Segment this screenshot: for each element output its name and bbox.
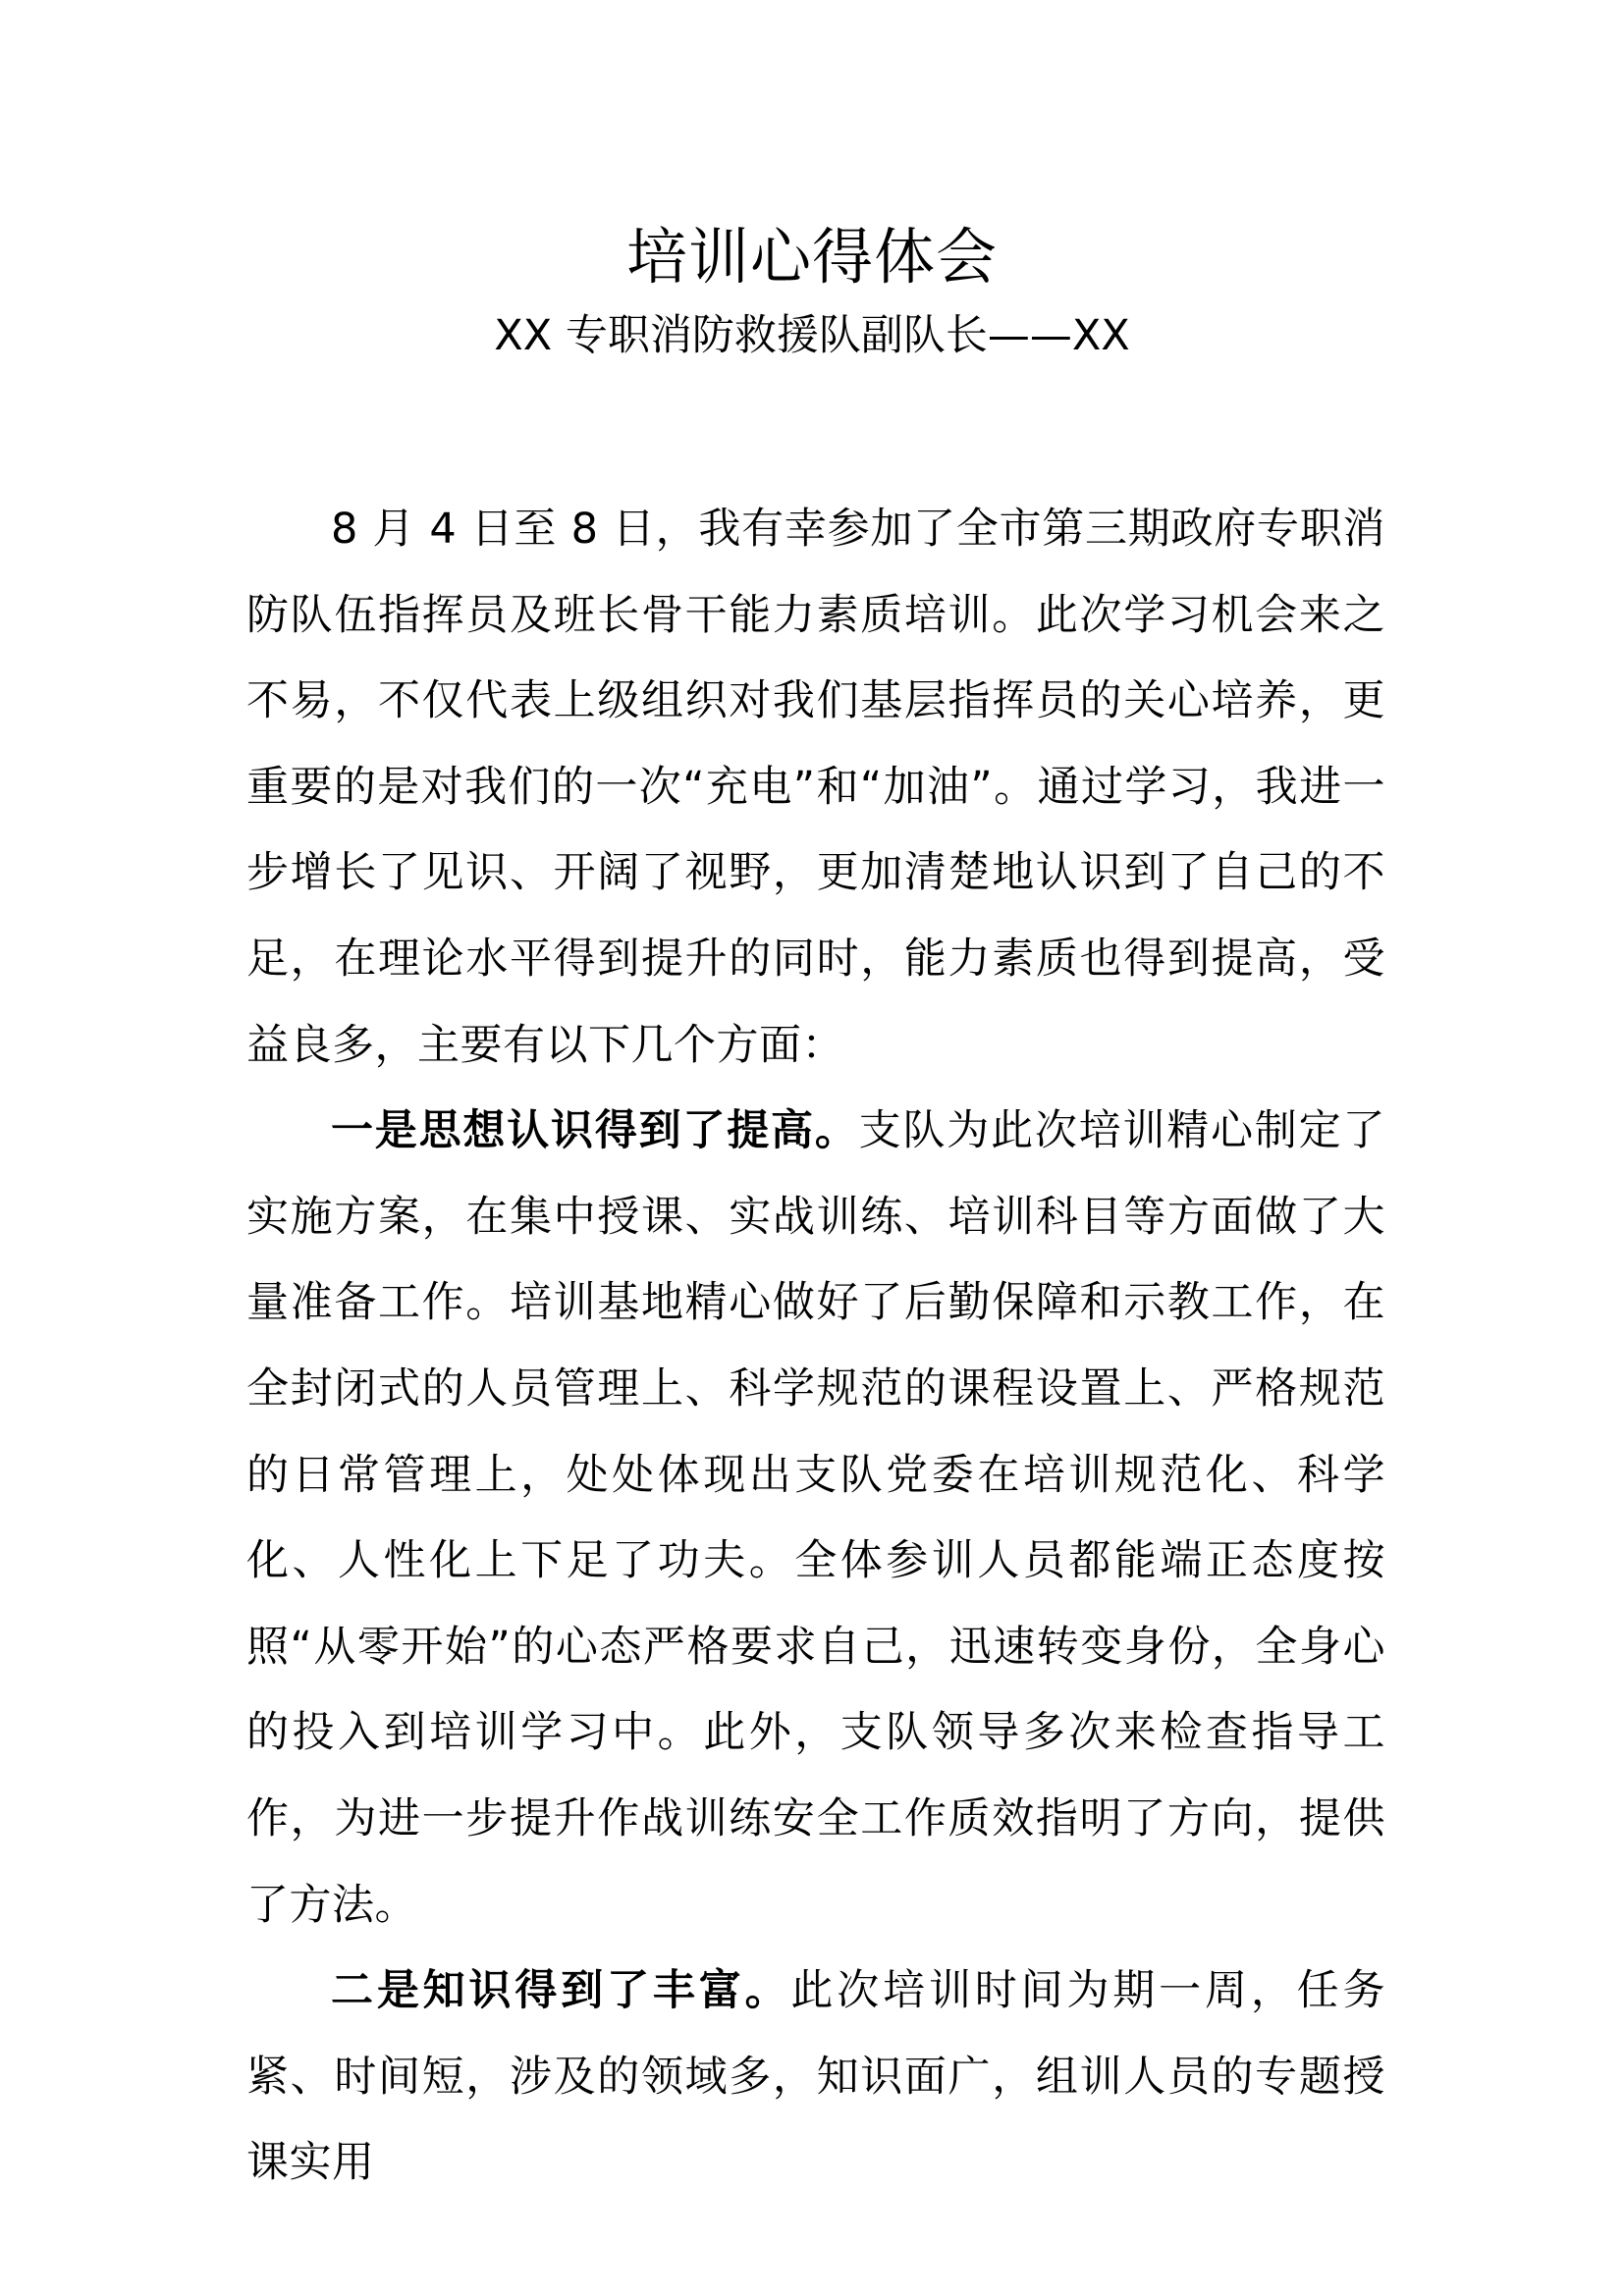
paragraph-lead: 一是思想认识得到了提高。: [331, 1106, 859, 1156]
paragraph-point-two: [246, 1949, 1385, 2207]
document-subtitle: XX 专职消防救援队副队长——XX: [494, 311, 1130, 360]
document-body: [246, 487, 1385, 2207]
paragraph-point-one: [246, 1089, 1385, 1949]
paragraph-text: 8 月 4 日至 8 日，我有幸参加了全市第三期政府专职消防队伍指挥员及班长骨干能力素质培训。此次学习机会来之不易，不仅代表上级组织对我们基层指挥员的关心培养，更重要的是对我们的一次“充电”和“加油”。通过学习，我进一步增长了见识、开阔了视野，更加清楚地认识到了自己的不足，在理论水平得到提升的同时，能力素质也得到提高，受益良多，主要有以下几个方面：: [246, 505, 1385, 1070]
paragraph-text: 支队为此次培训精心制定了实施方案，在集中授课、实战训练、培训科目等方面做了大量准备工作。培训基地精心做好了后勤保障和示教工作，在全封闭式的人员管理上、科学规范的课程设置上、严格规范的日常管理上，处处体现出支队党委在培训规范化、科学化、人性化上下足了功夫。全体参训人员都能端正态度按照“从零开始”的心态严格要求自己，迅速转变身份，全身心的投入到培训学习中。此外，支队领导多次来检查指导工作，为进一步提升作战训练安全工作质效指明了方向，提供了方法。: [246, 1106, 1386, 1930]
paragraph-text: 此次培训时间为期一周，任务紧、时间短，涉及的领域多，知识面广，组训人员的专题授课实用: [246, 1966, 1386, 2188]
paragraph-lead: 二是知识得到了丰富。: [331, 1966, 791, 2016]
paragraph-intro: [246, 487, 1385, 1089]
document-title: 培训心得体会: [625, 221, 998, 293]
